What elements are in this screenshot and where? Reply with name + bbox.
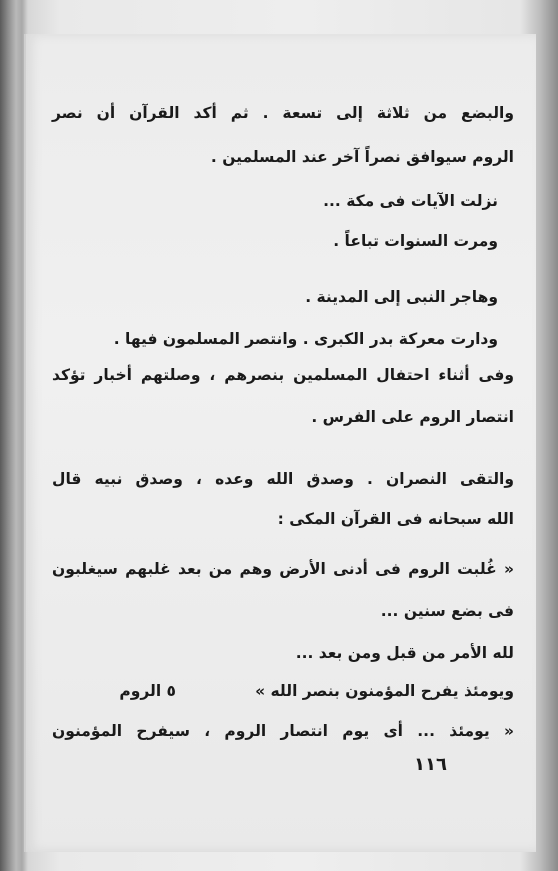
text-line-4: ومرت السنوات تباعاً . bbox=[333, 232, 498, 250]
text-line-6: ودارت معركة بدر الكبرى . وانتصر المسلمون فيها . bbox=[113, 330, 498, 348]
text-line-2: الروم سيوافق نصراً آخر عند المسلمين . bbox=[210, 148, 514, 166]
text-line-12: فى بضع سنين ... bbox=[380, 602, 514, 620]
text-line-3: نزلت الآيات فى مكة ... bbox=[323, 192, 498, 210]
text-line-5: وهاجر النبى إلى المدينة . bbox=[305, 288, 498, 306]
text-line-15: « يومئذ ... أى يوم انتصار الروم ، سيفرح المؤمنون bbox=[52, 722, 514, 740]
text-line-8: انتصار الروم على الفرس . bbox=[311, 408, 514, 426]
text-line-9: والتقى النصران . وصدق الله وعده ، وصدق نبيه قال bbox=[52, 470, 514, 488]
text-line-7: وفى أثناء احتفال المسلمين بنصرهم ، وصلتهم أخبار تؤكد bbox=[52, 366, 514, 384]
text-line-13: لله الأمر من قبل ومن بعد ... bbox=[295, 644, 514, 662]
page-number: ١١٦ bbox=[414, 754, 447, 775]
book-page bbox=[24, 34, 536, 852]
text-line-11: « غُلبت الروم فى أدنى الأرض وهم من بعد غلبهم سيغلبون bbox=[52, 560, 514, 578]
surah-reference: ٥ الروم bbox=[119, 682, 176, 700]
text-line-1: والبضع من ثلاثة إلى تسعة . ثم أكد القرآن أن نصر bbox=[52, 104, 514, 122]
text-line-14: ويومئذ يفرح المؤمنون بنصر الله » bbox=[255, 682, 514, 700]
text-line-10: الله سبحانه فى القرآن المكى : bbox=[277, 510, 514, 528]
